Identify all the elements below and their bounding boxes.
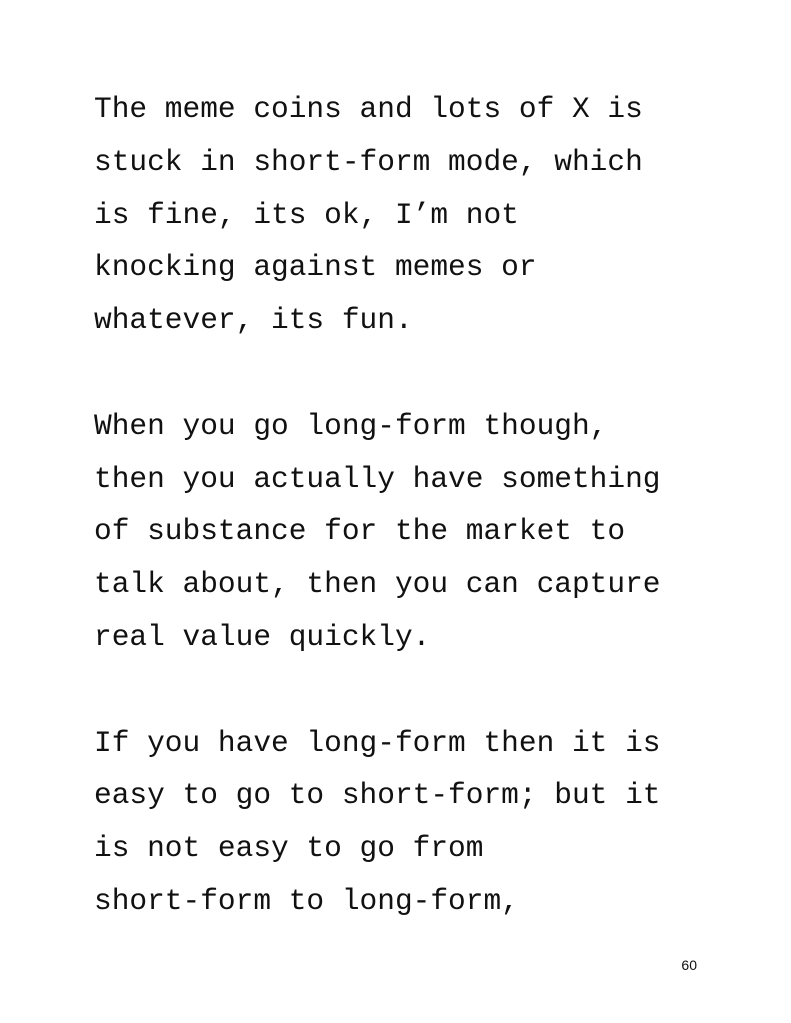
paragraph-2-line-2: then you actually have something <box>94 461 661 496</box>
paragraph-spacer <box>94 347 734 400</box>
paragraph-2-line-1: When you go long-form though, <box>94 408 608 443</box>
paragraph-1-line-2: stuck in short-form mode, which <box>94 144 643 179</box>
page-number: 60 <box>681 957 697 973</box>
paragraph-3-line-1: If you have long-form then it is <box>94 725 661 760</box>
paragraph-1-line-3: is fine, its ok, I’m not <box>94 197 519 232</box>
paragraph-1-line-4: knocking against memes or <box>94 250 537 285</box>
paragraph-1-line-1: The meme coins and lots of X is <box>94 92 643 126</box>
paragraph-3-line-4: short-form to long-form, <box>94 883 519 918</box>
paragraph-1 <box>94 83 734 347</box>
paragraph-2 <box>94 400 734 664</box>
paragraph-1-line-5: whatever, its fun. <box>94 303 413 338</box>
paragraph-2-line-5: real value quickly. <box>94 619 431 654</box>
paragraph-3-line-2: easy to go to short-form; but it <box>94 778 661 813</box>
paragraph-3-line-3: is not easy to go from <box>94 831 484 866</box>
paragraph-2-line-4: talk about, then you can capture <box>94 567 661 602</box>
page-body-text <box>94 83 734 928</box>
paragraph-spacer <box>94 664 734 717</box>
paragraph-2-line-3: of substance for the market to <box>94 514 626 549</box>
paragraph-3 <box>94 717 734 928</box>
